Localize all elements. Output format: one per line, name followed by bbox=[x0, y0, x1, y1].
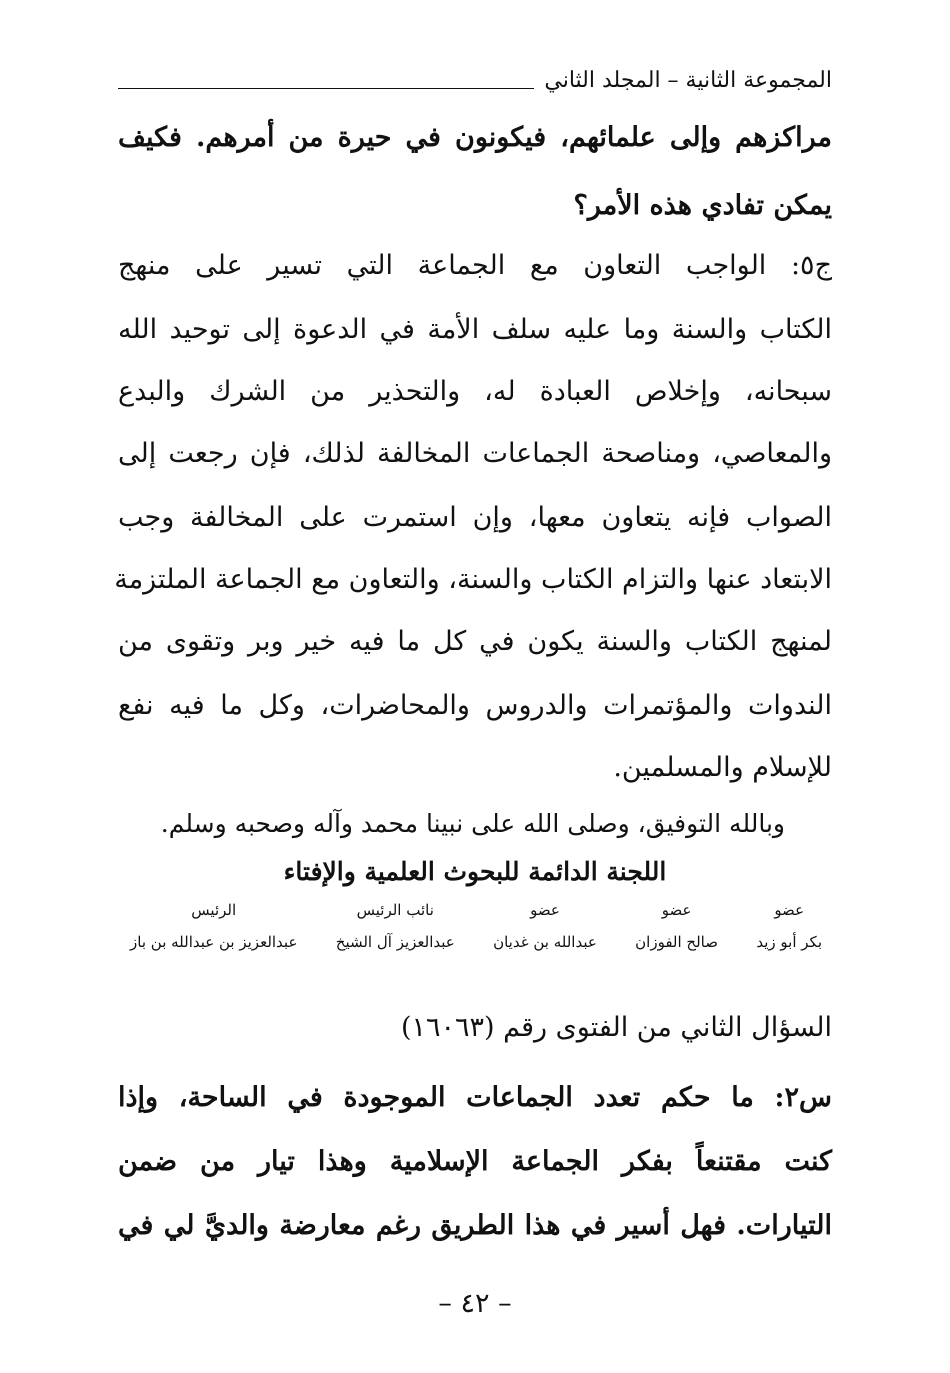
committee-member bbox=[493, 900, 597, 970]
member-name: عبدالعزيز آل الشيخ bbox=[335, 933, 455, 951]
member-role: عضو bbox=[774, 901, 805, 919]
question-line: مراكزهم وإلى علمائهم، فيكونون في حيرة من أمرهم. فكيف bbox=[118, 122, 832, 153]
committee-member bbox=[336, 900, 455, 970]
answer-line: لمنهج الكتاب والسنة يكون في كل ما فيه خير وبر وتقوى من bbox=[118, 626, 832, 657]
member-role: نائب الرئيس bbox=[356, 901, 434, 919]
answer-line: الندوات والمؤتمرات والدروس والمحاضرات، وكل ما فيه نفع bbox=[118, 690, 832, 721]
member-role: عضو bbox=[661, 901, 692, 919]
committee-title: اللجنة الدائمة للبحوث العلمية والإفتاء bbox=[283, 857, 667, 886]
page-number: – ٤٢ – bbox=[438, 1288, 512, 1319]
member-name: عبدالعزيز بن عبدالله بن باز bbox=[130, 933, 298, 951]
answer-line: سبحانه، وإخلاص العبادة له، والتحذير من الشرك والبدع bbox=[118, 376, 832, 407]
member-role: الرئيس bbox=[191, 901, 237, 919]
committee-member bbox=[130, 900, 297, 970]
answer-line: والمعاصي، ومناصحة الجماعات المخالفة لذلك، فإن رجعت إلى bbox=[118, 438, 832, 469]
answer-line: ج٥: الواجب التعاون مع الجماعة التي تسير على منهج bbox=[118, 250, 832, 281]
closing-line: وبالله التوفيق، وصلى الله على نبينا محمد وآله وصحبه وسلم. bbox=[160, 809, 785, 838]
running-header-rule bbox=[118, 88, 534, 89]
member-name: صالح الفوزان bbox=[635, 933, 718, 951]
question-line: كنت مقتنعاً بفكر الجماعة الإسلامية وهذا تيار من ضمن bbox=[118, 1146, 832, 1177]
committee-member bbox=[756, 900, 822, 970]
member-role: عضو bbox=[530, 901, 560, 919]
member-name: عبدالله بن غديان bbox=[493, 933, 597, 951]
member-name: بكر أبو زيد bbox=[756, 933, 822, 951]
answer-line: الكتاب والسنة وما عليه سلف الأمة في الدعوة إلى توحيد الله bbox=[118, 314, 832, 345]
running-header bbox=[118, 58, 832, 92]
answer-line: الصواب فإنه يتعاون معها، وإن استمرت على المخالفة وجب bbox=[118, 502, 832, 533]
committee-members bbox=[130, 900, 822, 970]
answer-line: للإسلام والمسلمين. bbox=[613, 752, 832, 783]
running-header-title: المجموعة الثانية – المجلد الثاني bbox=[544, 68, 832, 93]
question-line: التيارات. فهل أسير في هذا الطريق رغم معارضة والديَّ لي في bbox=[118, 1210, 832, 1241]
committee-member bbox=[635, 900, 718, 970]
question-line: يمكن تفادي هذه الأمر؟ bbox=[573, 190, 832, 221]
question-line: س٢: ما حكم تعدد الجماعات الموجودة في الساحة، وإذا bbox=[118, 1082, 832, 1113]
answer-line: الابتعاد عنها والتزام الكتاب والسنة، والتعاون مع الجماعة الملتزمة bbox=[114, 564, 832, 595]
fatwa-heading: السؤال الثاني من الفتوى رقم (١٦٠٦٣) bbox=[400, 1012, 832, 1043]
